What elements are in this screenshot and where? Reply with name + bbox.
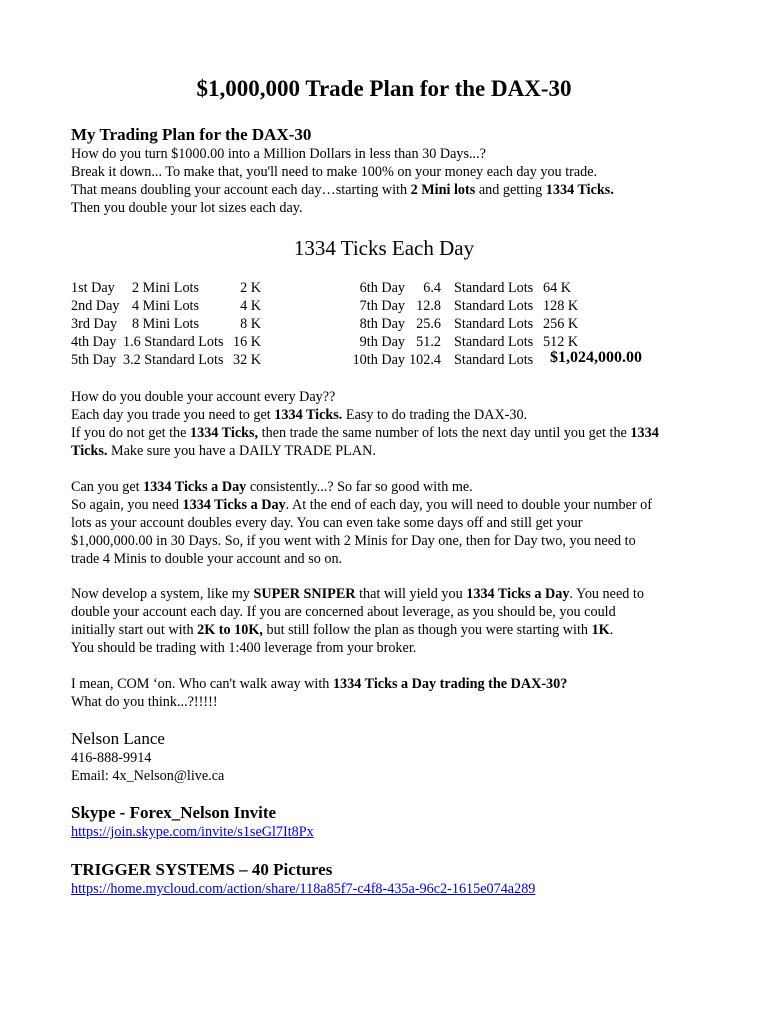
schedule-cell-amount: 128 K xyxy=(543,298,579,314)
text-line xyxy=(71,514,701,532)
text-line xyxy=(71,163,701,181)
double-account-paragraph xyxy=(71,388,701,460)
text-line xyxy=(71,424,701,442)
schedule-row xyxy=(71,279,701,297)
text-run: trade 4 Minis to double your account and so on. xyxy=(71,551,343,567)
text-line xyxy=(71,550,701,568)
text-line xyxy=(71,406,701,424)
schedule-cell-day: 4th Day xyxy=(71,334,117,350)
skype-invite-link[interactable]: https://join.skype.com/invite/s1seGl7It8Px xyxy=(71,824,314,840)
schedule-cell-day: 6th Day xyxy=(359,280,405,296)
schedule-cell-unit: Standard Lots xyxy=(454,298,534,314)
schedule-cell-amount: 8 K xyxy=(240,316,261,332)
bold-text: SUPER SNIPER xyxy=(253,586,356,602)
text-run: lots as your account doubles every day. You can even take some days off and still get your xyxy=(71,515,583,531)
text-line xyxy=(71,388,701,406)
schedule-cell-amount: 64 K xyxy=(543,280,571,296)
schedule-cell-unit: Standard Lots xyxy=(454,352,534,368)
schedule-cell-day: 10th Day xyxy=(352,352,405,368)
skype-link-line xyxy=(71,823,314,841)
text-line xyxy=(71,145,701,163)
trigger-systems-heading: TRIGGER SYSTEMS – 40 Pictures xyxy=(71,860,333,879)
text-line xyxy=(71,693,701,711)
section-heading-trading-plan: My Trading Plan for the DAX-30 xyxy=(71,125,312,144)
schedule-cell-amount: 32 K xyxy=(233,352,261,368)
text-line xyxy=(71,603,701,621)
closing-paragraph xyxy=(71,675,701,711)
trigger-link-line xyxy=(71,880,535,898)
text-run: What do you think...?!!!!! xyxy=(71,694,218,710)
text-run: How do you turn $1000.00 into a Million Dollars in less than 30 Days...? xyxy=(71,146,486,162)
text-line xyxy=(71,496,701,514)
bold-text: 1334 Ticks, xyxy=(190,425,259,441)
bold-text: 1334 Ticks a Day trading the DAX-30? xyxy=(332,676,568,692)
bold-text: 1334 Ticks a Day xyxy=(182,497,286,513)
text-run: and getting xyxy=(475,182,546,198)
schedule-cell-unit: Standard Lots xyxy=(454,316,534,332)
text-line xyxy=(71,478,701,496)
schedule-row xyxy=(71,297,701,315)
author-name: Nelson Lance xyxy=(71,729,165,748)
text-run: consistently...? So far so good with me. xyxy=(246,479,473,495)
text-run: If you do not get the xyxy=(71,425,190,441)
text-line xyxy=(71,181,701,199)
schedule-row xyxy=(71,315,701,333)
schedule-cell-amount: 16 K xyxy=(233,334,261,350)
bold-text: 1334 Ticks. xyxy=(274,407,343,423)
bold-text: 1334 Ticks. xyxy=(545,182,614,198)
schedule-cell-lots: 2 Mini Lots xyxy=(132,280,200,296)
schedule-cell-amount: 4 K xyxy=(240,298,261,314)
text-run: that will yield you xyxy=(355,586,467,602)
text-line xyxy=(71,639,701,657)
text-run: initially start out with xyxy=(71,622,198,638)
bold-text: 1K xyxy=(591,622,610,638)
text-run: Easy to do trading the DAX-30. xyxy=(342,407,528,423)
text-run: . You need to xyxy=(569,586,644,602)
contact-block xyxy=(71,749,224,785)
document-title: $1,000,000 Trade Plan for the DAX-30 xyxy=(196,76,572,101)
schedule-table xyxy=(71,279,701,373)
text-run: Can you get xyxy=(71,479,144,495)
schedule-cell-amount: 256 K xyxy=(543,316,579,332)
schedule-cell-size: 102.4 xyxy=(409,352,441,368)
text-line xyxy=(71,675,701,693)
text-run: but still follow the plan as though you were starting with xyxy=(262,622,592,638)
schedule-cell-lots: 3.2 Standard Lots xyxy=(123,352,224,368)
schedule-cell-day: 9th Day xyxy=(359,334,405,350)
schedule-cell-day: 5th Day xyxy=(71,352,117,368)
text-line xyxy=(71,199,701,217)
schedule-cell-size: 25.6 xyxy=(416,316,441,332)
schedule-cell-lots: 1.6 Standard Lots xyxy=(123,334,224,350)
bold-text: 2 Mini lots xyxy=(410,182,476,198)
schedule-cell-size: 6.4 xyxy=(423,280,441,296)
text-run: How do you double your account every Day?? xyxy=(71,389,336,405)
schedule-cell-amount: $1,024,000.00 xyxy=(550,349,642,366)
schedule-cell-lots: 4 Mini Lots xyxy=(132,298,200,314)
author-phone: 416-888-9914 xyxy=(71,750,152,766)
schedule-cell-day: 8th Day xyxy=(359,316,405,332)
text-run: Make sure you have a DAILY TRADE PLAN. xyxy=(107,443,376,459)
schedule-cell-size: 51.2 xyxy=(416,334,441,350)
text-line xyxy=(71,585,701,603)
skype-heading: Skype - Forex_Nelson Invite xyxy=(71,803,277,822)
schedule-cell-day: 7th Day xyxy=(359,298,405,314)
schedule-cell-amount: 512 K xyxy=(543,334,579,350)
text-run: I mean, COM ‘on. Who can't walk away with xyxy=(71,676,333,692)
text-line xyxy=(71,442,701,460)
schedule-row xyxy=(71,351,701,373)
schedule-cell-size: 12.8 xyxy=(416,298,441,314)
text-run: You should be trading with 1:400 leverage from your broker. xyxy=(71,640,417,656)
text-run: So again, you need xyxy=(71,497,183,513)
schedule-cell-unit: Standard Lots xyxy=(454,280,534,296)
author-email: Email: 4x_Nelson@live.ca xyxy=(71,768,225,784)
system-paragraph xyxy=(71,585,701,657)
bold-text: 2K to 10K, xyxy=(197,622,263,638)
text-run: . xyxy=(609,622,614,638)
intro-paragraph xyxy=(71,145,701,217)
text-run: double your account each day. If you are concerned about leverage, as you should be, you could xyxy=(71,604,616,620)
schedule-cell-lots: 8 Mini Lots xyxy=(132,316,200,332)
trigger-systems-link[interactable]: https://home.mycloud.com/action/share/118a85f7-c4f8-435a-96c2-1615e074a289 xyxy=(71,881,536,897)
bold-text: 1334 xyxy=(630,425,659,441)
text-run: Then you double your lot sizes each day. xyxy=(71,200,303,216)
text-line xyxy=(71,532,701,550)
schedule-cell-day: 1st Day xyxy=(71,280,115,296)
schedule-cell-day: 2nd Day xyxy=(71,298,120,314)
text-line xyxy=(71,621,701,639)
text-run: $1,000,000.00 in 30 Days. So, if you went with 2 Minis for Day one, then for Day two, you need to xyxy=(71,533,636,549)
text-run: then trade the same number of lots the next day until you get the xyxy=(258,425,631,441)
text-run: Break it down... To make that, you'll need to make 100% on your money each day you trade. xyxy=(71,164,598,180)
schedule-cell-unit: Standard Lots xyxy=(454,334,534,350)
schedule-cell-amount: 2 K xyxy=(240,280,261,296)
consistency-paragraph xyxy=(71,478,701,568)
bold-text: 1334 Ticks a Day xyxy=(143,479,247,495)
text-run: Now develop a system, like my xyxy=(71,586,254,602)
text-run: That means doubling your account each day…starting with xyxy=(71,182,411,198)
text-run: . At the end of each day, you will need to double your number of xyxy=(285,497,652,513)
bold-text: 1334 Ticks a Day xyxy=(466,586,570,602)
schedule-cell-day: 3rd Day xyxy=(71,316,118,332)
text-run: Each day you trade you need to get xyxy=(71,407,275,423)
bold-text: Ticks. xyxy=(71,443,108,459)
table-heading: 1334 Ticks Each Day xyxy=(293,236,475,260)
